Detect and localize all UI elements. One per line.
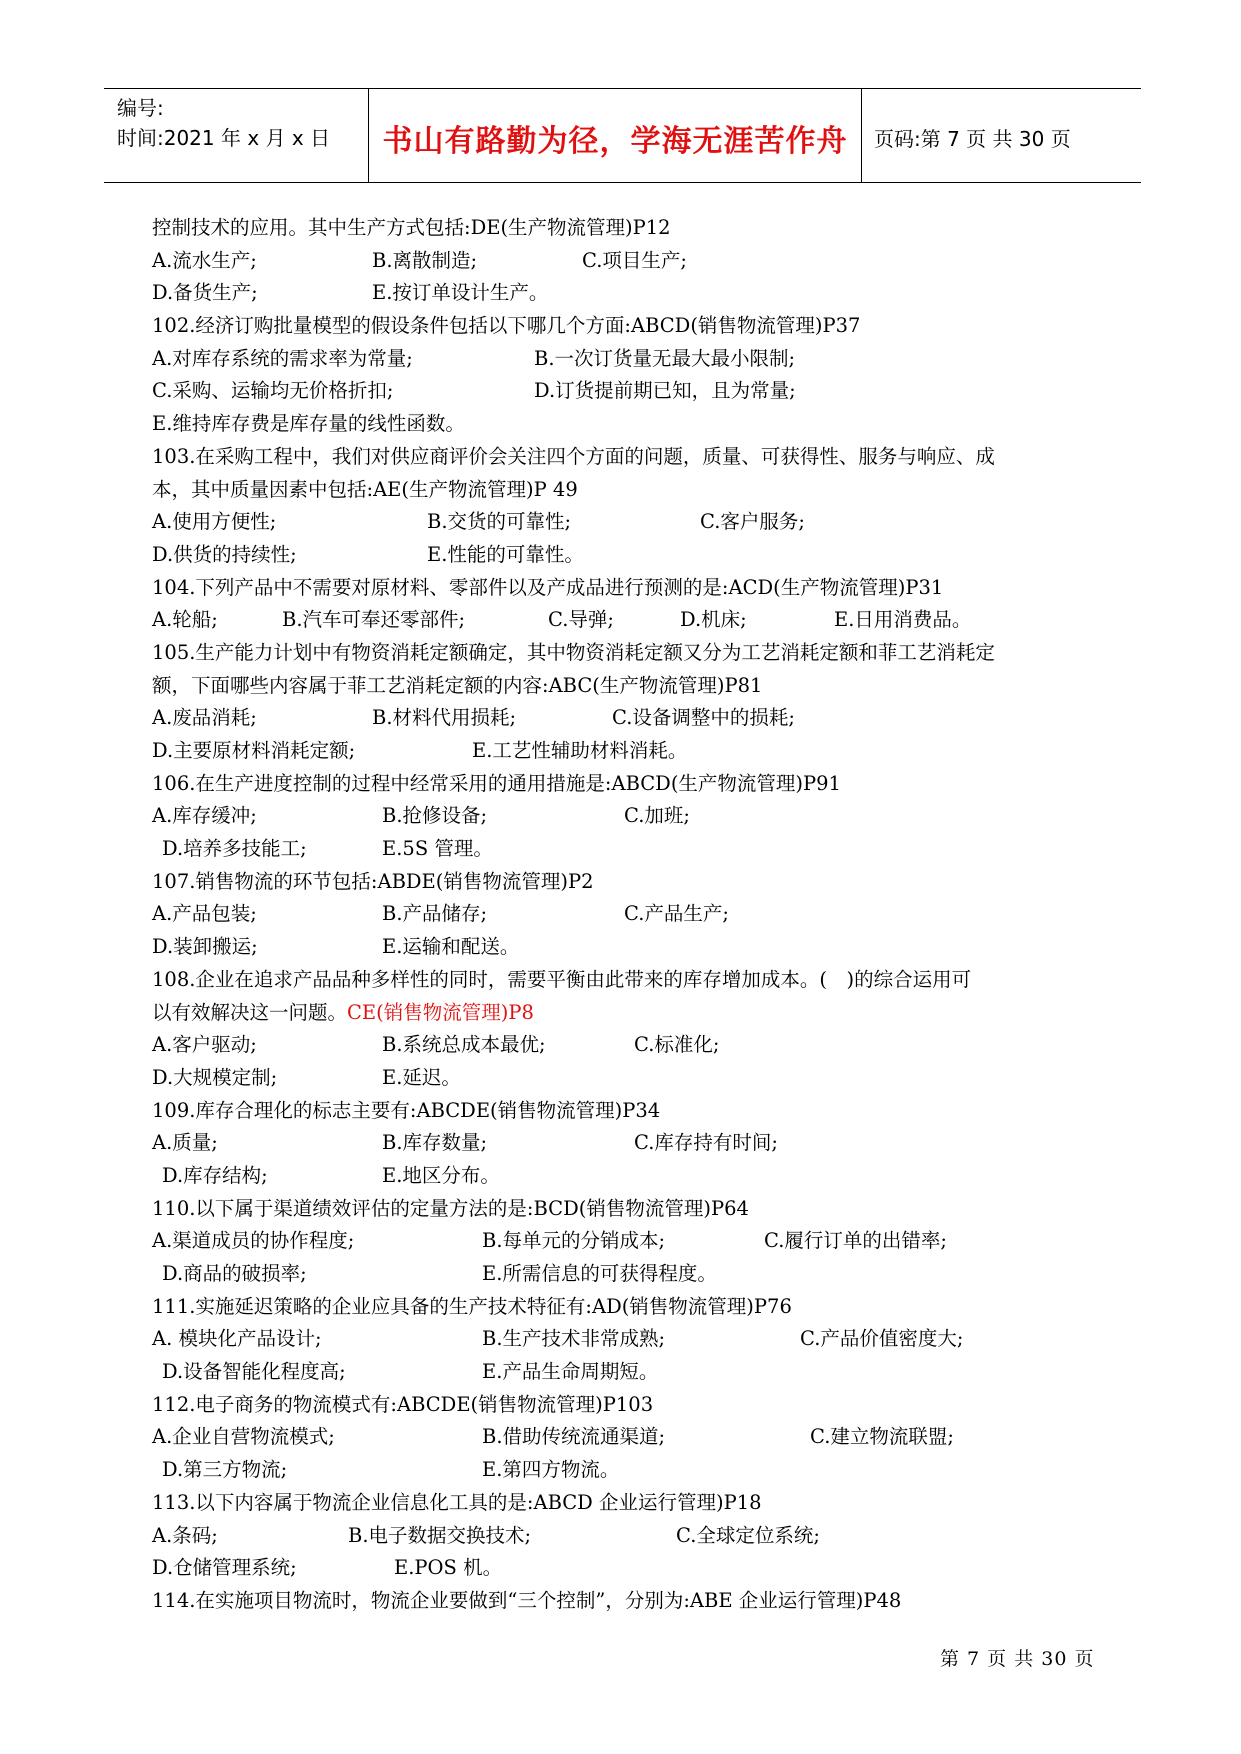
question-text: 102.经济订购批量模型的假设条件包括以下哪几个方面:ABCD(销售物流管理)P37 <box>152 314 861 338</box>
answer-option: D.培养多技能工; <box>162 837 307 861</box>
answer-option: D.机床; <box>680 608 747 632</box>
question-text: 105.生产能力计划中有物资消耗定额确定，其中物资消耗定额又分为工艺消耗定额和菲工艺消耗定 <box>152 640 995 664</box>
question-text-line <box>152 1193 1112 1226</box>
options-line <box>152 1454 1112 1487</box>
question-text: 114.在实施项目物流时，物流企业要做到“三个控制”，分别为:ABE 企业运行管理)P48 <box>152 1588 902 1612</box>
answer-option: A.质量; <box>152 1131 218 1155</box>
answer-option: A. 模块化产品设计; <box>152 1327 322 1351</box>
answer-option: C.履行订单的出错率; <box>764 1229 947 1253</box>
question-text: 109.库存合理化的标志主要有:ABCDE(销售物流管理)P34 <box>152 1098 661 1122</box>
options-line <box>152 833 1112 866</box>
options-line <box>152 898 1112 931</box>
question-text: 以有效解决这一问题。 <box>152 1000 348 1024</box>
options-line <box>152 343 1112 376</box>
options-line <box>152 800 1112 833</box>
header-motto: 书山有路勤为径，学海无涯苦作舟 <box>382 124 848 159</box>
options-line <box>152 1127 1112 1160</box>
options-line <box>152 245 1112 278</box>
question-text: 本，其中质量因素中包括:AE(生产物流管理)P 49 <box>152 477 578 501</box>
question-text: 108.企业在追求产品品种多样性的同时，需要平衡由此带来的库存增加成本。( )的综合运用可 <box>152 967 972 991</box>
answer-option: B.借助传统流通渠道; <box>482 1425 666 1449</box>
question-text-line <box>152 1095 1112 1128</box>
options-line <box>152 1225 1112 1258</box>
question-text: 103.在采购工程中，我们对供应商评价会关注四个方面的问题，质量、可获得性、服务与响应、成 <box>152 444 995 468</box>
answer-option: E.第四方物流。 <box>482 1458 620 1482</box>
options-line <box>152 539 1112 572</box>
answer-option: A.库存缓冲; <box>152 804 257 828</box>
question-text-line <box>152 768 1112 801</box>
answer-option: E.POS 机。 <box>394 1556 503 1580</box>
answer-option: A.轮船; <box>152 608 218 632</box>
question-text-line <box>152 637 1112 670</box>
question-text: 控制技术的应用。其中生产方式包括:DE(生产物流管理)P12 <box>152 216 671 239</box>
options-line <box>152 604 1112 637</box>
answer-option: A.对库存系统的需求率为常量; <box>152 346 413 370</box>
answer-option: D.备货生产; <box>152 281 258 305</box>
question-text-line <box>152 1291 1112 1324</box>
answer-option: D.设备智能化程度高; <box>162 1360 346 1384</box>
options-line <box>152 1323 1112 1356</box>
options-line <box>152 1520 1112 1553</box>
question-text-line <box>152 1487 1112 1520</box>
answer-option: D.库存结构; <box>162 1163 268 1187</box>
answer-option: E.5S 管理。 <box>382 837 493 861</box>
document-time-label: 时间:2021 年 x 月 x 日 <box>117 126 331 150</box>
answer-option: A.渠道成员的协作程度; <box>152 1229 355 1253</box>
answer-option: E.工艺性辅助材料消耗。 <box>472 739 688 762</box>
answer-option: A.流水生产; <box>152 248 257 272</box>
answer-option: C.加班; <box>624 804 690 828</box>
question-text: 107.销售物流的环节包括:ABDE(销售物流管理)P2 <box>152 869 594 893</box>
options-line <box>152 1160 1112 1193</box>
question-text: 113.以下内容属于物流企业信息化工具的是:ABCD 企业运行管理)P18 <box>152 1490 762 1514</box>
answer-option: A.客户驱动; <box>152 1033 257 1057</box>
question-text-line <box>152 866 1112 899</box>
answer-option: B.电子数据交换技术; <box>348 1523 532 1547</box>
answer-option: A.企业自营物流模式; <box>152 1425 335 1449</box>
question-text-line <box>152 212 1112 245</box>
header-top-rule <box>104 88 1141 89</box>
question-text-line <box>152 408 1112 441</box>
answer-option: E.性能的可靠性。 <box>427 542 584 566</box>
question-text-line <box>152 1585 1112 1618</box>
answer-option: C.产品生产; <box>624 902 729 926</box>
question-text-line <box>152 670 1112 703</box>
answer-option: B.汽车可奉还零部件; <box>282 608 466 632</box>
answer-option: D.主要原材料消耗定额; <box>152 739 356 762</box>
answer-option: E.日用消费品。 <box>834 608 972 632</box>
answer-option: C.设备调整中的损耗; <box>612 706 795 730</box>
question-text-line <box>152 1389 1112 1422</box>
answer-option: E.地区分布。 <box>382 1163 500 1187</box>
question-text: E.维持库存费是库存量的线性函数。 <box>152 412 465 436</box>
options-line <box>152 1029 1112 1062</box>
answer-option: B.交货的可靠性; <box>427 510 572 534</box>
question-text-line <box>152 310 1112 343</box>
answer-option: C.库存持有时间; <box>634 1131 778 1155</box>
question-text-line <box>152 474 1112 507</box>
options-line <box>152 1062 1112 1095</box>
options-line <box>152 735 1112 768</box>
answer-option: B.每单元的分销成本; <box>482 1229 666 1253</box>
answer-option: D.装卸搬运; <box>152 935 258 959</box>
question-text: 110.以下属于渠道绩效评估的定量方法的是:BCD(销售物流管理)P64 <box>152 1196 749 1220</box>
options-line <box>152 506 1112 539</box>
answer-option: A.废品消耗; <box>152 706 257 730</box>
question-text: 106.在生产进度控制的过程中经常采用的通用措施是:ABCD(生产物流管理)P91 <box>152 771 841 795</box>
answer-option: C.建立物流联盟; <box>810 1425 954 1449</box>
options-line <box>152 1421 1112 1454</box>
answer-option: A.产品包装; <box>152 902 257 926</box>
answer-option: B.产品储存; <box>382 902 488 926</box>
answer-option: E.延迟。 <box>382 1065 461 1089</box>
answer-option: B.一次订货量无最大最小限制; <box>534 346 796 370</box>
answer-option: D.大规模定制; <box>152 1065 278 1089</box>
answer-option: D.商品的破损率; <box>162 1262 307 1285</box>
options-line <box>152 702 1112 735</box>
answer-option: E.所需信息的可获得程度。 <box>482 1262 717 1285</box>
options-line <box>152 931 1112 964</box>
answer-option: E.按订单设计生产。 <box>372 281 549 305</box>
answer-option: D.第三方物流; <box>162 1458 288 1482</box>
options-line <box>152 375 1112 408</box>
answer-option: D.供货的持续性; <box>152 542 297 566</box>
answer-option: B.材料代用损耗; <box>372 706 517 730</box>
answer-option: B.生产技术非常成熟; <box>482 1327 666 1351</box>
answer-option: C.项目生产; <box>582 248 687 272</box>
question-text-line <box>152 441 1112 474</box>
document-body <box>152 212 1112 1618</box>
question-text: 112.电子商务的物流模式有:ABCDE(销售物流管理)P103 <box>152 1392 654 1416</box>
answer-option: C.客户服务; <box>700 510 805 534</box>
question-text-line <box>152 572 1112 605</box>
question-text-line <box>152 997 1112 1030</box>
header-divider-right <box>861 88 862 182</box>
options-line <box>152 277 1112 310</box>
question-text: 111.实施延迟策略的企业应具备的生产技术特征有:AD(销售物流管理)P76 <box>152 1294 792 1318</box>
answer-option: B.离散制造; <box>372 248 478 272</box>
answer-option: D.订货提前期已知，且为常量; <box>534 379 796 403</box>
options-line <box>152 1356 1112 1389</box>
header-page-number: 页码:第 7 页 共 30 页 <box>874 127 1071 151</box>
question-text-line <box>152 964 1112 997</box>
options-line <box>152 1258 1112 1291</box>
answer-option: B.系统总成本最优; <box>382 1033 546 1057</box>
page-footer: 第 7 页 共 30 页 <box>940 1648 1095 1670</box>
answer-option: A.条码; <box>152 1523 218 1547</box>
highlighted-answer: CE(销售物流管理)P8 <box>347 1000 534 1024</box>
answer-option: C.全球定位系统; <box>676 1523 820 1547</box>
answer-option: C.产品价值密度大; <box>800 1327 964 1351</box>
options-line <box>152 1552 1112 1585</box>
answer-option: B.库存数量; <box>382 1131 488 1155</box>
answer-option: B.抢修设备; <box>382 804 488 828</box>
header-bottom-rule <box>104 182 1141 183</box>
answer-option: C.导弹; <box>548 608 614 632</box>
answer-option: C.标准化; <box>634 1033 720 1057</box>
question-text: 额，下面哪些内容属于菲工艺消耗定额的内容:ABC(生产物流管理)P81 <box>152 673 763 697</box>
document-number-label: 编号: <box>117 96 164 120</box>
answer-option: E.产品生命周期短。 <box>482 1360 659 1384</box>
header-divider-left <box>368 88 369 182</box>
answer-option: C.采购、运输均无价格折扣; <box>152 379 394 403</box>
answer-option: D.仓储管理系统; <box>152 1556 297 1580</box>
question-text: 104.下列产品中不需要对原材料、零部件以及产成品进行预测的是:ACD(生产物流管理)P31 <box>152 575 944 599</box>
answer-option: A.使用方便性; <box>152 510 277 534</box>
answer-option: E.运输和配送。 <box>382 935 520 959</box>
header-meta <box>117 93 330 153</box>
